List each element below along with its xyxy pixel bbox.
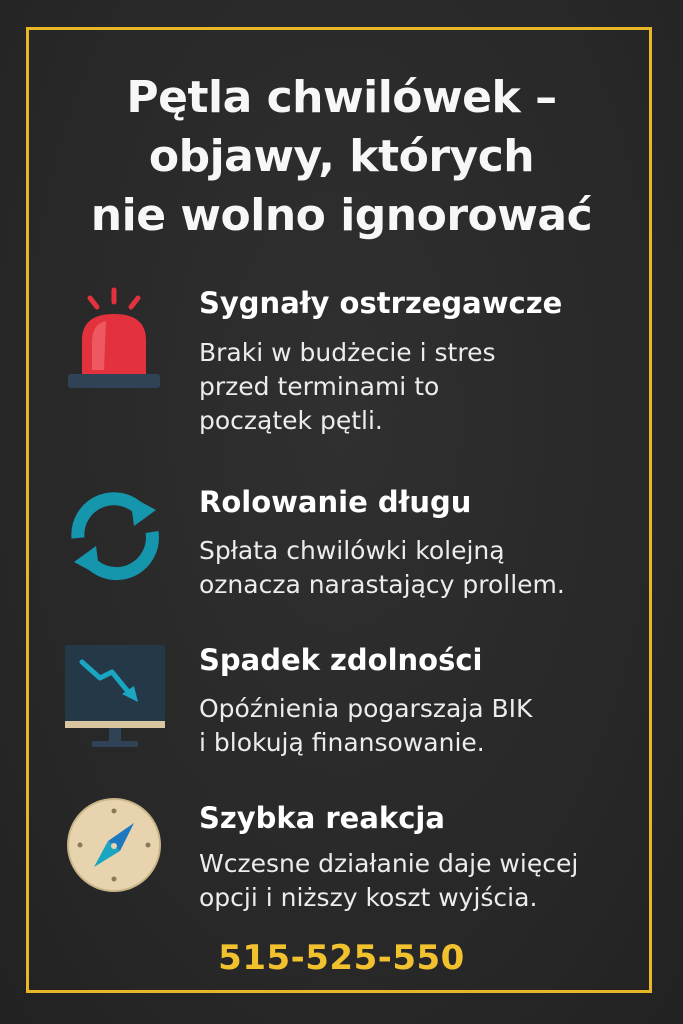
description-line: Braki w budżecie i stres <box>199 338 496 367</box>
description-line: Spłata chwilówki kolejną <box>199 536 505 565</box>
description-line: i blokują finansowanie. <box>199 728 485 757</box>
description-line: oznacza narastający prollem. <box>199 570 565 599</box>
title-line-2: objawy, których <box>148 131 535 182</box>
compass-icon <box>60 797 170 907</box>
alarm-siren-icon <box>60 282 170 392</box>
refresh-arrows-icon <box>60 480 170 590</box>
title-line-1: Pętla chwilówek – <box>126 72 557 123</box>
page-title <box>0 68 683 245</box>
item-heading: Sygnały ostrzegawcze <box>199 286 563 320</box>
description-line: początek pętli. <box>199 406 383 435</box>
item-heading: Spadek zdolności <box>199 643 483 677</box>
description-line: przed terminami to <box>199 372 440 401</box>
item-heading: Szybka reakcja <box>199 801 445 835</box>
phone-number: 515-525-550 <box>218 938 465 978</box>
description-line: Opóźnienia pogarszaja BIK <box>199 694 533 723</box>
item-description <box>199 534 565 602</box>
description-line: opcji i niższy koszt wyjścia. <box>199 883 538 912</box>
description-line: Wczesne działanie daje więcej <box>199 849 579 878</box>
item-heading: Rolowanie długu <box>199 485 472 519</box>
item-description <box>199 692 532 760</box>
item-description <box>199 336 495 438</box>
title-line-3: nie wolno ignorować <box>90 190 593 241</box>
item-description <box>199 847 578 915</box>
declining-chart-monitor-icon <box>60 642 170 752</box>
